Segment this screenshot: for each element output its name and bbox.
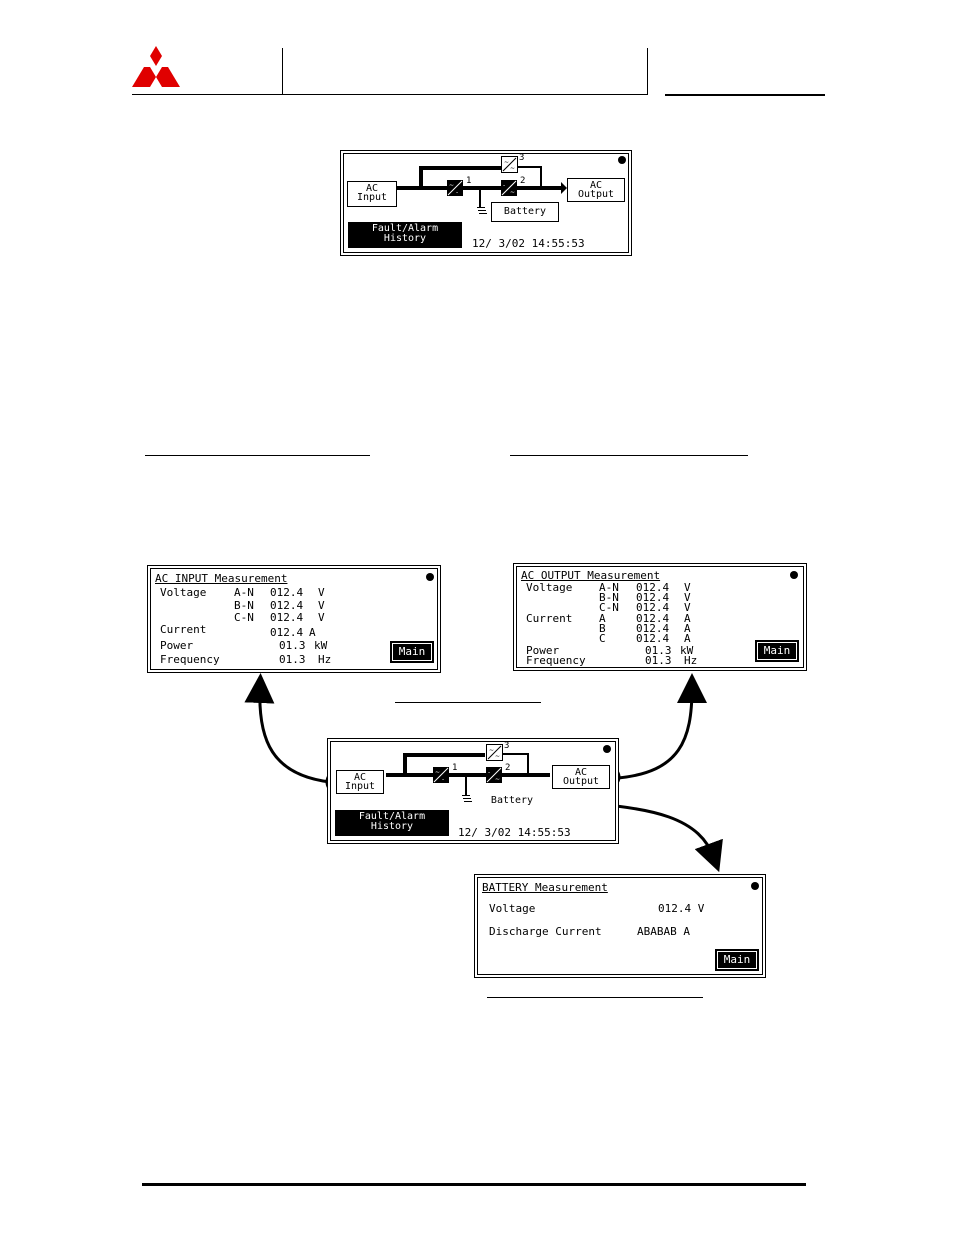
status-dot bbox=[603, 745, 611, 753]
main-button[interactable]: Main bbox=[390, 641, 434, 663]
mimic-screen-bottom bbox=[327, 738, 619, 844]
svg-text:~: ~ bbox=[449, 182, 455, 189]
main-button[interactable]: Main bbox=[755, 640, 799, 662]
row-unit: A bbox=[684, 632, 691, 645]
row-value: 012.4 bbox=[270, 626, 304, 639]
datetime-readout: 12/ 3/02 14:55:53 bbox=[472, 237, 585, 250]
svg-text:~: ~ bbox=[495, 776, 501, 783]
row-phase: A-N bbox=[599, 581, 619, 594]
row-label: Frequency bbox=[160, 653, 220, 666]
svg-text:~: ~ bbox=[510, 189, 516, 196]
arrow-to-ac-output bbox=[618, 688, 692, 778]
row-unit: A bbox=[684, 622, 691, 635]
row-unit: V bbox=[684, 601, 691, 614]
status-dot bbox=[751, 882, 759, 890]
svg-text:~: ~ bbox=[489, 747, 495, 754]
row-phase: B-N bbox=[599, 591, 619, 604]
row-value: 012.4 bbox=[270, 611, 304, 624]
input-bus-line bbox=[386, 773, 550, 777]
row-phase: A bbox=[599, 612, 606, 625]
row-value: 012.4 bbox=[270, 599, 304, 612]
row-unit: A bbox=[309, 626, 316, 639]
svg-text:-: - bbox=[503, 182, 506, 189]
row-phase: B-N bbox=[234, 599, 254, 612]
ground-lines bbox=[462, 795, 470, 796]
bypass-right-drop bbox=[527, 753, 529, 775]
svg-text:~: ~ bbox=[510, 165, 516, 172]
row-value: 012.4 bbox=[636, 622, 670, 635]
row-unit: kW bbox=[680, 644, 694, 657]
row-label: Frequency bbox=[526, 654, 586, 667]
caption-rule-battery bbox=[487, 997, 703, 998]
row-value: 01.3 bbox=[279, 639, 306, 652]
battery-tap bbox=[465, 775, 467, 795]
fault-alarm-history-button[interactable]: Fault/Alarm History bbox=[335, 810, 449, 836]
row-label: Current bbox=[526, 612, 573, 625]
conv-2-label: 2 bbox=[520, 176, 526, 186]
conv-1-label: 1 bbox=[466, 176, 472, 186]
row-value: 012.4 bbox=[636, 601, 670, 614]
voltage-value: 012.4 V bbox=[658, 902, 705, 915]
row-label: Power bbox=[160, 639, 194, 652]
bypass-3-icon bbox=[486, 744, 503, 761]
battery-measurement-screen bbox=[474, 874, 766, 978]
row-unit: V bbox=[318, 599, 325, 612]
discharge-current-value: ABABAB A bbox=[637, 925, 690, 938]
row-value: 012.4 bbox=[636, 632, 670, 645]
conv-3-label: 3 bbox=[504, 741, 510, 751]
conv-3-label: 3 bbox=[519, 153, 525, 163]
row-phase: C-N bbox=[234, 611, 254, 624]
bypass-top-line bbox=[403, 753, 485, 757]
conv-2-label: 2 bbox=[505, 763, 511, 773]
row-label: Voltage bbox=[160, 586, 207, 599]
row-label: Power bbox=[526, 644, 560, 657]
svg-text:~: ~ bbox=[435, 769, 441, 776]
conv-1-label: 1 bbox=[452, 763, 458, 773]
row-unit: Hz bbox=[684, 654, 698, 667]
footer-rule bbox=[142, 1183, 806, 1186]
svg-text:-: - bbox=[456, 189, 459, 196]
svg-text:~: ~ bbox=[495, 753, 501, 760]
row-unit: A bbox=[684, 612, 691, 625]
svg-text:-: - bbox=[442, 776, 445, 783]
battery-box[interactable]: Battery bbox=[478, 793, 546, 809]
ac-output-box[interactable]: AC Output bbox=[552, 765, 610, 789]
row-unit: kW bbox=[314, 639, 328, 652]
main-button[interactable]: Main bbox=[715, 949, 759, 971]
row-value: 012.4 bbox=[636, 581, 670, 594]
row-value: 012.4 bbox=[636, 591, 670, 604]
row-phase: A-N bbox=[234, 586, 254, 599]
row-unit: V bbox=[684, 591, 691, 604]
row-value: 012.4 bbox=[270, 586, 304, 599]
voltage-label: Voltage bbox=[489, 902, 536, 915]
discharge-current-label: Discharge Current bbox=[489, 925, 602, 938]
row-value: 01.3 bbox=[645, 654, 672, 667]
ac-input-box[interactable]: AC Input bbox=[347, 181, 397, 207]
row-unit: V bbox=[318, 586, 325, 599]
screen-title: AC INPUT Measurement bbox=[155, 572, 288, 585]
arrow-to-ac-input bbox=[260, 688, 330, 782]
row-unit: Hz bbox=[318, 653, 332, 666]
fault-alarm-history-button[interactable]: Fault/Alarm History bbox=[348, 222, 462, 248]
row-label: Current bbox=[160, 623, 207, 636]
row-value: 012.4 bbox=[636, 612, 670, 625]
battery-box[interactable]: Battery bbox=[491, 202, 559, 222]
svg-text:~: ~ bbox=[504, 159, 510, 166]
datetime-readout: 12/ 3/02 14:55:53 bbox=[458, 826, 571, 839]
row-phase: C-N bbox=[599, 601, 619, 614]
row-value: 01.3 bbox=[279, 653, 306, 666]
ac-output-box[interactable]: AC Output bbox=[567, 178, 625, 202]
row-unit: V bbox=[684, 581, 691, 594]
ac-input-box[interactable]: AC Input bbox=[336, 770, 384, 794]
screen-title: BATTERY Measurement bbox=[482, 881, 608, 894]
row-phase: B bbox=[599, 622, 606, 635]
screen-title: AC OUTPUT Measurement bbox=[521, 569, 661, 582]
row-label: Voltage bbox=[526, 581, 573, 594]
row-phase: C bbox=[599, 632, 606, 645]
row-value: 01.3 bbox=[645, 644, 672, 657]
svg-text:-: - bbox=[488, 769, 491, 776]
inverter-2-icon bbox=[486, 767, 502, 783]
rectifier-1-icon bbox=[433, 767, 449, 783]
row-unit: V bbox=[318, 611, 325, 624]
